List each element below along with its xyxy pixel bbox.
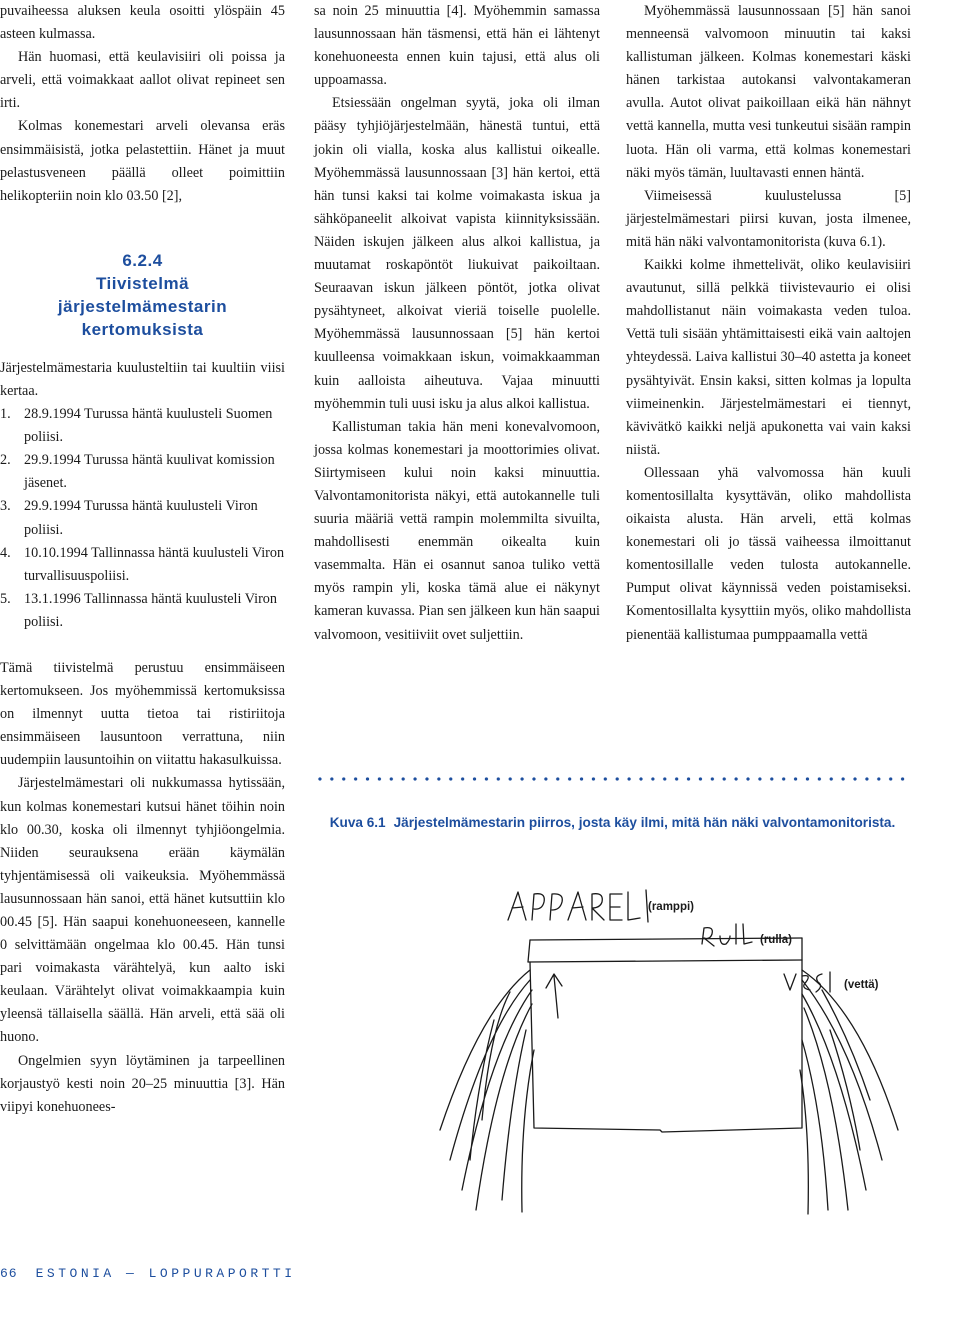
paragraph: Hän huomasi, että keulavisiiri oli poissa ja arveli, että voimakkaat aallot olivat repineet sen irti. <box>0 49 285 112</box>
page-footer <box>0 1266 296 1281</box>
section-heading <box>0 249 285 341</box>
paragraph: Ongelmien syyn löytäminen ja tarpeellinen korjaustyö kesti noin 20–25 minuuttia [3]. Hän viipyi konehuonees- <box>0 1052 285 1115</box>
figure-number: Kuva 6.1 <box>329 815 386 830</box>
label-ramp: (ramppi) <box>648 901 694 913</box>
list-number: 3. <box>0 498 11 515</box>
handwritten-word-ramp <box>508 890 648 922</box>
paragraph: Järjestelmämestari oli nukkumassa hytissään, kun kolmas konemestari kutsui hänet töihin noin klo 00.30, koska oli ilmennyt tyhjiöongelmia. Niiden seurauksena erään käymälän tyhjentämisessä oli vaikeuksia. Myöhemmässä lausunnossaan hän sanoi, että hänet kutsuttiin klo 00.45 [5]. Hän saapui konehuoneeseen, kannelle 0 selvittämään ongelmaa klo 00.45. Hän tunsi pari voimakasta värähtelyä, kun aalto iski keulaan. Värähtelyt olivat voimakkaampia kuin yleensä tällaisella säällä. Hän arveli, että sää oli huono. <box>0 775 285 1046</box>
handwritten-word-roller <box>702 924 752 946</box>
paragraph: puvaiheessa aluksen keula osoitti ylöspäin 45 asteen kulmassa. <box>0 3 285 43</box>
water-flow-left <box>440 970 534 1212</box>
list-item <box>0 449 285 495</box>
section-title-line: Tiivistelmä <box>95 273 190 293</box>
arrow-icon <box>546 974 562 1018</box>
monitor-sketch <box>430 880 900 1220</box>
list-text: 29.9.1994 Turussa häntä kuulivat komission jäsenet. <box>24 452 275 492</box>
paragraph: Kaikki kolme ihmettelivät, oliko keulavisiiri avautunut, sillä pelkkä tiivistevaurio ei olisi mahdollistanut näin voimakasta veden tuloa. Vettä tuli sisään yhtämittaisesti eikä vain aaltojen yhteydessä. Laiva kallistui 30–40 astetta ja koneet pysähtyivät. Ensin kaksi, sitten kolmas ja lopulta viimeinenkin. Järjestelmämestari ei tiennyt, kävivätkö kaikki neljä apukonetta vai vain kaksi niistä. <box>626 257 911 458</box>
water-flow-right <box>800 970 898 1214</box>
figure-caption-text: Järjestelmämestarin piirros, josta käy ilmi, mitä hän näki valvontamonitorista. <box>393 815 896 830</box>
section-title-line: järjestelmämestarin <box>57 296 228 316</box>
list-item <box>0 588 285 634</box>
text-column-2 <box>314 0 600 647</box>
page-number: 66 <box>0 1266 18 1281</box>
paragraph: Myöhemmässä lausunnossaan [5] hän sanoi menneensä valvomoon minuutin tai kaksi kallistuman jälkeen. Kolmas konemestari käski hänen tarkistaa autokansi valvontakameran avulla. Autot olivat paikoillaan eikä hän nähnyt vettä kannella, mutta vesi tunkeutui sisään rampin luota. Hän oli varma, että kolmas konemestari näki myös tämän, luultavasti ennen häntä. <box>626 3 911 181</box>
handwritten-word-water <box>784 972 830 992</box>
list-number: 2. <box>0 452 11 469</box>
list-number: 5. <box>0 590 11 607</box>
paragraph: Kallistuman takia hän meni konevalvomoon, jossa kolmas konemestari ja moottorimies olivat. Siirtymiseen kului noin kaksi minuuttia. Valvontamonitorista näkyi, että autokannelle tuli suuria määriä vettä rampin molemmilta sivuilta, mahdollisesti enemmän oikealta kuin vasemmalta. Hän ei osannut sanoa tuliko vettä myös rampin yli, koska tämä alue ei näkynyt kameran kuvassa. Pian sen jälkeen kun hän saapui valvomoon, vesitiiviit ovet suljettiin. <box>314 418 600 643</box>
label-water: (vettä) <box>844 979 879 991</box>
list-text: 10.10.1994 Tallinnassa häntä kuulusteli Viron turvallisuuspoliisi. <box>24 544 285 584</box>
list-number: 1. <box>0 406 11 423</box>
paragraph: sa noin 25 minuuttia [4]. Myöhemmin samassa lausunnossaan hän täsmensi, että hän ei lähtenyt konehuoneesta ennen kuin tajusi, että alus oli uppoamassa. <box>314 3 600 89</box>
car-deck-box <box>530 960 802 1132</box>
dotted-divider <box>314 776 911 782</box>
paragraph: Ollessaan yhä valvomossa hän kuuli komentosillalta kysyttävän, oliko mahdollista oikaista alusta. Hän arveli, että kolmas konemestari oli jo tässä vaiheessa ilmoittanut komentosillalle veden tulosta autokannelle. Pumput olivat käynnissä veden poistamiseksi. Komentosillalta kysyttiin myös, oliko mahdollista pienentää kallistumaa pumppaamalla vettä <box>626 464 911 643</box>
paragraph: Järjestelmämestaria kuulusteltiin tai kuultiin viisi kertaa. <box>0 359 285 399</box>
paragraph: Tämä tiivistelmä perustuu ensimmäiseen kertomukseen. Jos myöhemmissä kertomuksissa on ilmennyt uutta tietoa tai ristiriitoja ensimmäiseen lausuntoon verrattuna, niin uudempiin lausuntoihin on viitattu hakasulkuissa. <box>0 659 285 769</box>
list-text: 28.9.1994 Turussa häntä kuulusteli Suomen poliisi. <box>24 406 273 446</box>
list-item <box>0 542 285 588</box>
publication-title: ESTONIA — LOPPURAPORTTI <box>35 1266 296 1281</box>
list-text: 13.1.1996 Tallinnassa häntä kuulusteli Viron poliisi. <box>24 590 277 630</box>
list-text: 29.9.1994 Turussa häntä kuulusteli Viron poliisi. <box>24 498 258 538</box>
label-roller: (rulla) <box>760 934 792 946</box>
paragraph: Kolmas konemestari arveli olevansa eräs ensimmäisistä, jotka pelastettiin. Hänet ja muut pelastusveneen päällä olleet poimittiin helikopteriin noin klo 03.50 [2], <box>0 118 285 204</box>
paragraph: Etsiessään ongelman syytä, joka oli ilman pääsy tyhjiöjärjestelmään, hänestä tuntui, että jokin oli vialla, koska alus kallistui oikealle. Myöhemmässä lausunnossaan [3] hän kertoi, että hän tunsi kaksi tai kolme voimakasta iskua ja sähköpaneelit alkoivat vapista kiinnityksissään. Näiden iskujen jälkeen alus alkoi kallistua, ja muutamat roskapöntöt liukuivat paikoiltaan. Seuraavan iskun jälkeen pöntöt, jotka olivat pysähtyneet, alkoivat vieriä toiselle puolelle. Myöhemmässä lausunnossaan [5] hän kertoi kuulleensa voimakkaan iskun, voimakkaamman kuin aalloista aiheutuva. Vajaa minuutti myöhemmin tuli uusi isku ja alus alkoi kallistua. <box>314 95 600 412</box>
list-item <box>0 495 285 541</box>
text-column-3 <box>626 0 911 647</box>
section-title-line: kertomuksista <box>81 319 204 339</box>
section-number: 6.2.4 <box>122 250 163 270</box>
figure-caption <box>314 812 911 834</box>
paragraph: Viimeisessä kuulustelussa [5] järjestelmämestari piirsi kuvan, josta ilmenee, mitä hän näki valvontamonitorista (kuva 6.1). <box>626 187 911 250</box>
interrogation-list <box>0 403 285 634</box>
text-column-1 <box>0 0 285 1119</box>
list-item <box>0 403 285 449</box>
list-number: 4. <box>0 544 11 561</box>
